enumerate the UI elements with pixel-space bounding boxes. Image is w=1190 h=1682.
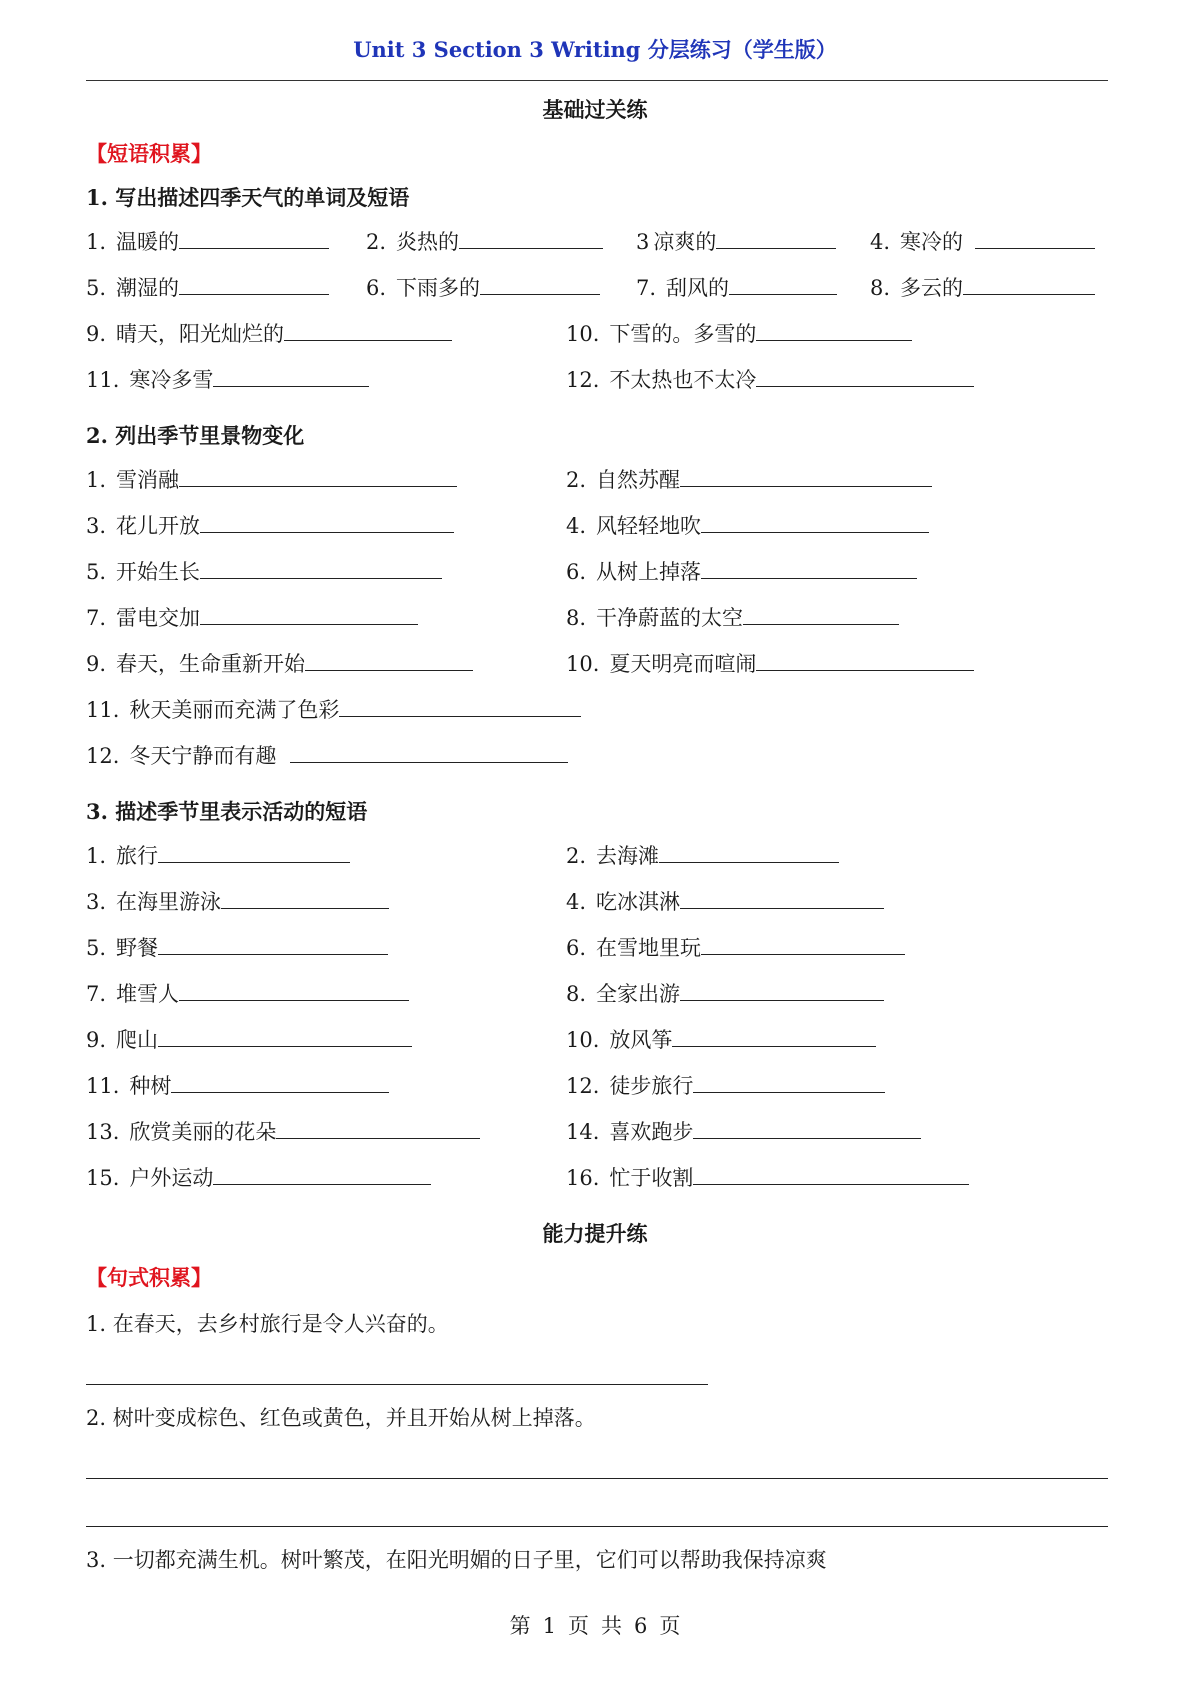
activity-item: 12. 徒步旅行 xyxy=(566,1070,885,1100)
answer-blank[interactable] xyxy=(729,272,837,295)
answer-blank[interactable] xyxy=(158,932,388,955)
weather-item: 7. 刮风的 xyxy=(636,272,837,302)
answer-blank[interactable] xyxy=(480,272,600,295)
activity-item: 10. 放风筝 xyxy=(566,1024,876,1054)
answer-blank[interactable] xyxy=(459,226,603,249)
sentence-question-1: 1. 在春天，去乡村旅行是令人兴奋的。 xyxy=(86,1312,449,1336)
answer-blank[interactable] xyxy=(693,1116,921,1139)
scenery-item: 9. 春天，生命重新开始 xyxy=(86,648,473,678)
sentence-question-3: 3. 一切都充满生机。树叶繁茂，在阳光明媚的日子里，它们可以帮助我保持凉爽 xyxy=(86,1548,827,1572)
answer-blank[interactable] xyxy=(200,510,454,533)
weather-item: 3 凉爽的 xyxy=(636,226,836,256)
page-header-title: Unit 3 Section 3 Writing 分层练习（学生版） xyxy=(353,37,837,62)
header-divider xyxy=(86,80,1108,81)
answer-line[interactable] xyxy=(86,1478,1108,1479)
scenery-item: 2. 自然苏醒 xyxy=(566,464,932,494)
scenery-item: 4. 风轻轻地吹 xyxy=(566,510,929,540)
weather-item: 11. 寒冷多雪 xyxy=(86,364,369,394)
answer-blank[interactable] xyxy=(213,1162,431,1185)
weather-item: 5. 潮湿的 xyxy=(86,272,329,302)
heading-scenery: 2. 列出季节里景物变化 xyxy=(86,423,305,448)
answer-blank[interactable] xyxy=(756,318,912,341)
answer-blank[interactable] xyxy=(743,602,899,625)
answer-blank[interactable] xyxy=(276,1116,480,1139)
activity-item: 7. 堆雪人 xyxy=(86,978,409,1008)
tag-phrase-accumulation: 【短语积累】 xyxy=(86,141,212,166)
scenery-item: 8. 干净蔚蓝的太空 xyxy=(566,602,899,632)
weather-item: 8. 多云的 xyxy=(870,272,1095,302)
scenery-item: 12. 冬天宁静而有趣 xyxy=(86,740,568,770)
answer-blank[interactable] xyxy=(680,978,884,1001)
weather-item: 6. 下雨多的 xyxy=(366,272,600,302)
answer-blank[interactable] xyxy=(290,740,568,763)
answer-blank[interactable] xyxy=(716,226,836,249)
answer-blank[interactable] xyxy=(158,1024,412,1047)
answer-line[interactable] xyxy=(86,1384,708,1385)
heading-weather: 1. 写出描述四季天气的单词及短语 xyxy=(86,185,410,210)
answer-blank[interactable] xyxy=(680,464,932,487)
activity-item: 3. 在海里游泳 xyxy=(86,886,389,916)
activity-item: 2. 去海滩 xyxy=(566,840,839,870)
answer-blank[interactable] xyxy=(680,886,884,909)
weather-item: 9. 晴天，阳光灿烂的 xyxy=(86,318,452,348)
answer-blank[interactable] xyxy=(158,840,350,863)
answer-blank[interactable] xyxy=(284,318,452,341)
tag-sentence-accumulation: 【句式积累】 xyxy=(86,1265,212,1290)
answer-blank[interactable] xyxy=(659,840,839,863)
weather-item: 12. 不太热也不太冷 xyxy=(566,364,974,394)
weather-item: 10. 下雪的。多雪的 xyxy=(566,318,912,348)
activity-item: 9. 爬山 xyxy=(86,1024,412,1054)
answer-blank[interactable] xyxy=(701,556,917,579)
scenery-item: 6. 从树上掉落 xyxy=(566,556,917,586)
answer-blank[interactable] xyxy=(756,648,974,671)
activity-item: 11. 种树 xyxy=(86,1070,389,1100)
answer-blank[interactable] xyxy=(179,978,409,1001)
answer-blank[interactable] xyxy=(975,226,1095,249)
weather-item: 2. 炎热的 xyxy=(366,226,603,256)
page-footer: 第 1 页 共 6 页 xyxy=(509,1614,681,1638)
answer-blank[interactable] xyxy=(701,510,929,533)
answer-blank[interactable] xyxy=(213,364,369,387)
page-total: 6 xyxy=(634,1614,648,1638)
weather-item: 4. 寒冷的 xyxy=(870,226,1095,256)
sentence-question-2: 2. 树叶变成棕色、红色或黄色，并且开始从树上掉落。 xyxy=(86,1406,596,1430)
heading-activities: 3. 描述季节里表示活动的短语 xyxy=(86,799,368,824)
activity-item: 13. 欣赏美丽的花朵 xyxy=(86,1116,480,1146)
activity-item: 8. 全家出游 xyxy=(566,978,884,1008)
answer-blank[interactable] xyxy=(179,464,457,487)
scenery-item: 1. 雪消融 xyxy=(86,464,457,494)
answer-blank[interactable] xyxy=(305,648,473,671)
activity-item: 14. 喜欢跑步 xyxy=(566,1116,921,1146)
answer-blank[interactable] xyxy=(200,556,442,579)
answer-blank[interactable] xyxy=(179,226,329,249)
answer-blank[interactable] xyxy=(701,932,905,955)
answer-blank[interactable] xyxy=(171,1070,389,1093)
answer-line[interactable] xyxy=(86,1526,1108,1527)
answer-blank[interactable] xyxy=(200,602,418,625)
scenery-item: 3. 花儿开放 xyxy=(86,510,454,540)
scenery-item: 11. 秋天美丽而充满了色彩 xyxy=(86,694,581,724)
answer-blank[interactable] xyxy=(756,364,974,387)
scenery-item: 10. 夏天明亮而喧闹 xyxy=(566,648,974,678)
section-title-basic: 基础过关练 xyxy=(542,97,648,122)
answer-blank[interactable] xyxy=(693,1162,969,1185)
activity-item: 5. 野餐 xyxy=(86,932,388,962)
answer-blank[interactable] xyxy=(693,1070,885,1093)
page-number: 1 xyxy=(542,1614,556,1638)
activity-item: 1. 旅行 xyxy=(86,840,350,870)
answer-blank[interactable] xyxy=(672,1024,876,1047)
answer-blank[interactable] xyxy=(221,886,389,909)
scenery-item: 7. 雷电交加 xyxy=(86,602,418,632)
scenery-item: 5. 开始生长 xyxy=(86,556,442,586)
answer-blank[interactable] xyxy=(339,694,581,717)
activity-item: 15. 户外运动 xyxy=(86,1162,431,1192)
answer-blank[interactable] xyxy=(963,272,1095,295)
answer-blank[interactable] xyxy=(179,272,329,295)
activity-item: 6. 在雪地里玩 xyxy=(566,932,905,962)
activity-item: 16. 忙于收割 xyxy=(566,1162,969,1192)
activity-item: 4. 吃冰淇淋 xyxy=(566,886,884,916)
weather-item: 1. 温暖的 xyxy=(86,226,329,256)
section-title-advanced: 能力提升练 xyxy=(542,1221,648,1246)
